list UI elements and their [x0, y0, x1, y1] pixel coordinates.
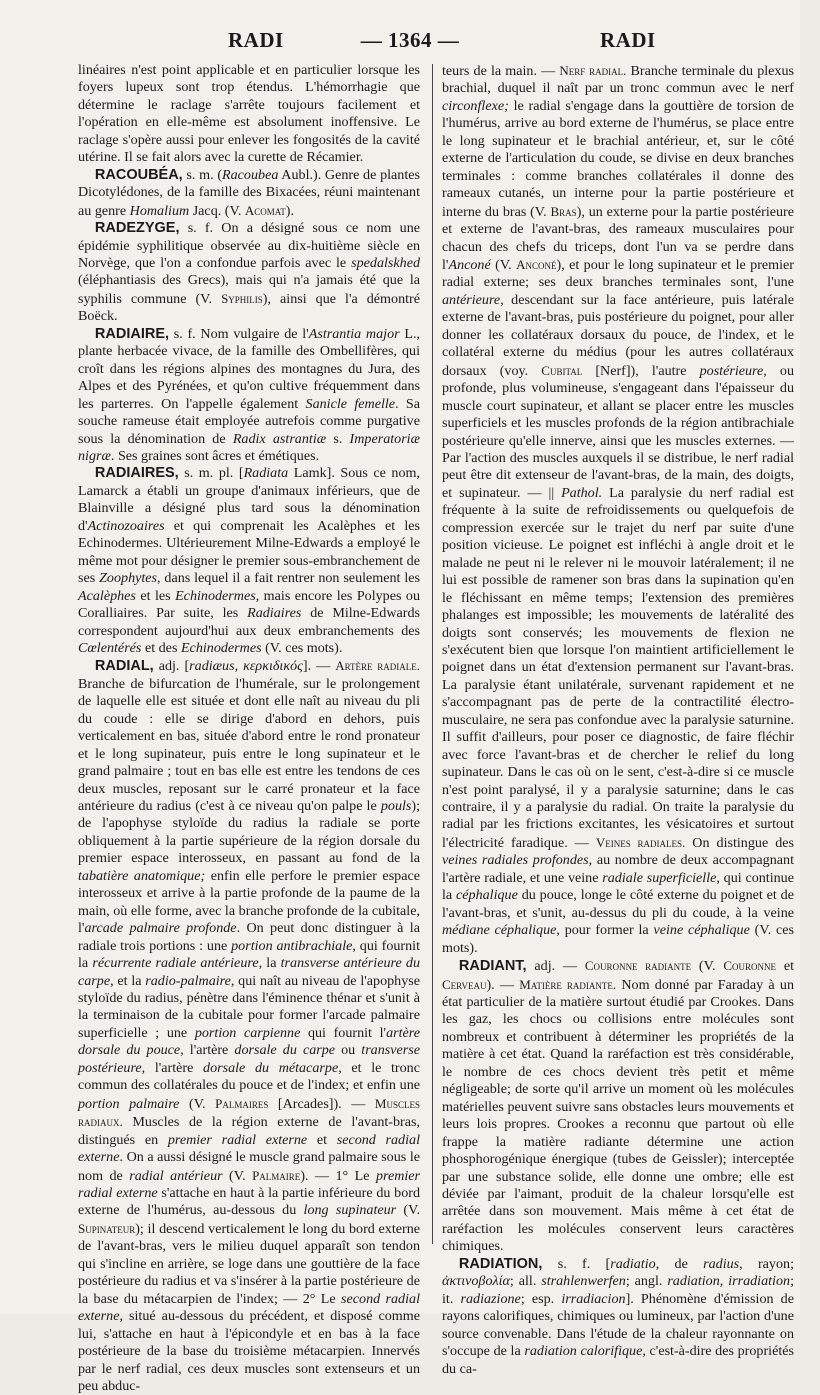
cross-reference: Cubital: [541, 362, 583, 378]
headword: RADIAL,: [94, 658, 154, 675]
cross-reference: Palmaire: [252, 1167, 301, 1183]
entry-radiaire: RADIAIRE, s. f. Nom vulgaire de l'Astrantia major L., plante herbacée vivace, de la famille des Ombellifères, qui croît dans les régions alpines des montagnes du Jura, des Alpes et des Pyrénées, et qu'on cultive fréquemment dans les parterres. On l'appelle également Sanicle femelle. Sa souche rameuse était employée autrefois comme purgative sous la dénomination de Radix astrantiæ s. Imperatoriæ nigræ. Ses graines sont âcres et émétiques.: [78, 325, 421, 464]
headword: RADIATION,: [458, 1255, 543, 1272]
cross-reference: Palmaires: [215, 1095, 269, 1111]
running-head-right: RADI: [600, 28, 656, 52]
cross-reference: Cerveau: [442, 976, 487, 992]
entry-radiation: RADIATION, s. f. [radiatio, de radius, rayon; ἀκτινοβολία; all. strahlenwerfen; angl. radiation, irradiation; it. radiazione; esp. irradiacion]. Phénomène d'émission de rayons calorifiques, chimiques ou lumineux, par l'action d'une source convenable. Dans l'étude de la chaleur rayonnante on s'occupe de la radiation calorifique, c'est-à-dire des propriétés du ca-: [442, 1255, 794, 1377]
cross-reference: Couronne: [723, 958, 777, 974]
headword: RADEZYGE,: [94, 220, 180, 237]
headword: RADIAIRE,: [94, 325, 170, 342]
headword: RADIAIRES,: [94, 465, 179, 482]
page-number: — 1364 —: [360, 28, 460, 52]
entry-radiant: RADIANT, adj. — Couronne radiante (V. Couronne et Cerveau). — Matière radiante. Nom donné par Faraday à un état particulier de la matière surtout étudié par Crookes. Dans les gaz, les chocs ou collisions entre molécules sont nombreux et contribuent à déterminer les propriétés de la matière à cet état. Quand la raréfaction est très considérable, le nombre de ces chocs devient très petit et même négligeable; de sorte qu'il arrive un moment où les molécules matérielles peuvent suivre sans obstacles leurs mouvements et leurs lois propres. Crookes a reconnu que partout où elle frappe la matière radiante détermine une action phosphorogénique énergique (tubes de Geissler); interceptée par une substance solide, elle donne une ombre; elle est déviée par l'aimant, produit de la chaleur lorsqu'elle est arrêtée dans son mouvement. Mais même à cet état de raréfaction les molécules conservent leurs caractères chimiques.: [442, 958, 795, 1255]
subheading: Muscles radiaux.: [78, 1095, 420, 1130]
subheading: Couronne radiante: [584, 958, 692, 974]
subheading: Nerf radial.: [559, 63, 627, 78]
subheading: Veines radiales.: [595, 834, 686, 850]
headword: RADIANT,: [458, 958, 527, 975]
headword: RACOUBÉA,: [94, 166, 183, 183]
cross-reference: Acomat: [244, 202, 286, 218]
subheading: Artère radiale.: [335, 658, 421, 674]
entry-racoubea: RACOUBÉA, s. m. (Racoubea Aubl.). Genre de plantes Dicotylédones, de la famille des Bixacées, réuni maintenant au genre Homalium Jacq. (V. Acomat).: [78, 166, 420, 219]
entry-radiaires: RADIAIRES, s. m. pl. [Radiata Lamk]. Sous ce nom, Lamarck a établi un groupe d'animaux inférieurs, que de Blainville a désigné plus tard sous la dénomination d'Actinozoaires et qui comprenait les Acalèphes et les Echinodermes. Ultérieurement Milne-Edwards a employé le même mot pour désigner le premier sous-embranchement de ses Zoophytes, dans lequel il a fait rentrer non seulement les Acalèphes et les Echinodermes, mais encore les Polypes ou Coralliaires. Par suite, les Radiaires de Milne-Edwards correspondent aujourd'hui aux deux embranchements des Cœlentérés et des Echinodermes (V. ces mots).: [78, 465, 421, 656]
entry-radial: RADIAL, adj. [radiæus, κερκιδικός]. — Artère radiale. Branche de bifurcation de l'humérale, sur le prolongement de laquelle elle est située et dont elle naît au niveau du pli du coude : elle se dirige d'abord en dehors, puis verticalement en bas, située d'abord entre le rond pronateur et le long supinateur, puis entre le long supinateur et le grand palmaire ; tout en bas elle est entre les tendons de ces deux muscles, reposant sur le carré pronateur et la face antérieure du radius (c'est à ce niveau qu'on palpe le pouls); de l'apophyse styloïde du radius la radiale se porte obliquement à la partie supérieure de la région dorsale du premier espace interosseux, en passant au fond de la tabatière anatomique; enfin elle perfore le premier espace interosseux et arrive à la partie profonde de la paume de la main, où elle forme, avec la branche profonde de la cubitale, l'arcade palmaire profonde. On peut donc distinguer à la radiale trois portions : une portion antibrachiale, qui fournit la récurrente radiale antérieure, la transverse antérieure du carpe, et la radio-palmaire, qui naît au niveau de l'apophyse styloïde du radius, pénètre dans l'éminence thénar et s'unit à la terminaison de la cubitale pour former l'arcade palmaire superficielle ; une portion carpienne qui fournit l'artère dorsale du pouce, l'artère dorsale du carpe ou transverse postérieure, l'artère dorsale du métacarpe, et le tronc commun des collatérales du pouce et de l'index; et enfin une portion palmaire (V. Palmaires [Arcades]). — Muscles radiaux. Muscles de la région externe de l'avant-bras, distingués en premier radial externe et second radial externe. On a aussi désigné le muscle grand palmaire sous le nom de radial antérieur (V. Palmaire). — 1° Le premier radial externe s'attache en haut à la partie inférieure du bord externe de l'humérus, au-dessous du long supinateur (V. Supinateur); il descend verticalement le long du bord externe de l'avant-bras, vers le milieu duquel apparaît son tendon qui s'incline en arrière, se loge dans une gouttière de la face postérieure du radius et va s'insérer à la partie postérieure de la base du métacarpien de l'index; — 2° Le second radial externe, situé au-dessous du précédent, et disposé comme lui, s'attache en haut à l'épicondyle et en bas à la face postérieure de la base du troisième métacarpien. Innervés par le nerf radial, ces deux muscles sont extenseurs et un peu abduc-: [78, 658, 421, 1394]
left-column: [78, 62, 421, 1394]
running-head-left: RADI: [228, 28, 284, 52]
continued-entry: linéaires n'est point applicable et en particulier lorsque les foyers lupeux sont trop étendus. L'hémorrhagie que détermine le raclage s'arrête toujours facilement et l'opération en elle-même est absolument inoffensive. Le raclage s'opère aussi pour enlever les fongosités de la cavité utérine. Il se fait alors avec la curette de Récamier.: [78, 62, 420, 166]
cross-reference: Supinateur: [78, 1220, 136, 1236]
column-divider: [432, 64, 433, 1244]
right-column: [442, 62, 795, 1377]
cross-reference: Anconé: [516, 256, 557, 272]
cross-reference: Syphilis: [221, 290, 263, 306]
subheading: Matière radiante.: [519, 976, 617, 992]
continued-entry-radial: teurs de la main. — Nerf radial. Branche terminale du plexus brachial, duquel il naît par un tronc commun avec le nerf circonflexe; le radial s'engage dans la gouttière de torsion de l'humérus, arrive au bord externe de l'humérus, se place entre le long supinateur et le brachial antérieur, et, sur le côté externe de l'articulation du coude, se divise en deux branches terminales : comme branches collatérales il donne des rameaux cutanés, un interne pour la partie postérieure et interne du bras (V. Bras), un externe pour la partie postérieure et externe de l'avant-bras, des rameaux musculaires pour chacun des chefs du triceps, dont l'un va se perdre dans l'Anconé (V. Anconé), et pour le long supinateur et le premier radial externe; ses deux branches terminales sont, l'une antérieure, descendant sur la face antérieure, puis latérale externe de l'avant-bras, puis postérieure du poignet, pour aller donner les collatéraux dorsaux du pouce, de l'index, et le collatéral externe du médius (pour les autres collatéraux dorsaux (voy. Cubital [Nerf]), l'autre postérieure, ou profonde, plus volumineuse, s'engageant dans l'épaisseur du muscle court supinateur, et allant se placer entre les muscles superficiels et les muscles profonds de la région antibrachiale postérieure qu'elle innerve, ainsi que les muscles externes. — Par l'action des muscles auxquels il se distribue, le nerf radial peut être dit extenseur de l'avant-bras, de la main, des doigts, et supinateur. — || Pathol. La paralysie du nerf radial est fréquente à la suite de refroidissements ou quelquefois de compression exercée sur le trajet du nerf par suite d'une position vicieuse. Le poignet est infléchi à angle droit et le malade ne peut ni le relever ni le mouvoir latéralement; il ne lui est possible de ramener son bras dans la supination qu'en le fléchissant en même temps; l'extension des premières phalanges est impossible; les mouvements de latéralité des doigts sont conservés; les mouvements de flexion ne s'exécutent bien que lorsque l'on maintient artificiellement le poignet dans un état d'extension permanent sur l'avant-bras. La paralysie étant unilatérale, survenant rapidement et ne s'accompagnant pas de perte de la contractilité électro-musculaire, ne sera pas confondue avec la paralysie saturnine. Il suffit d'ailleurs, pour poser ce diagnostic, de faire fléchir avec force l'avant-bras et de chercher le relief du long supinateur. Dans le cas où on le sent, c'est-à-dire si ce muscle n'est point paralysé, il y a paralysie saturnine; dans le cas contraire, il y a paralysie du radial. On traite la paralysie du radial par les frictions excitantes, les vésicatoires et surtout l'électricité faradique. — Veines radiales. On distingue des veines radiales profondes, au nombre de deux accompagnant l'artère radiale, et une veine radiale superficielle, qui continue la céphalique du pouce, longe le côté externe du poignet et de l'avant-bras, et s'unit, au-dessus du pli du coude, à la veine médiane céphalique, pour former la veine céphalique (V. ces mots).: [442, 63, 795, 956]
entry-radezyge: RADEZYGE, s. f. On a désigné sous ce nom une épidémie syphilitique observée au dix-huitième siècle en Norvège, que l'on a confondue parfois avec le spedalskhed (éléphantiasis des Grecs), mais qui n'a jamais été que la syphilis commune (V. Syphilis), ainsi que l'a démontré Boëck.: [78, 220, 420, 325]
cross-reference: Bras: [550, 203, 577, 219]
page-header: [0, 28, 800, 58]
